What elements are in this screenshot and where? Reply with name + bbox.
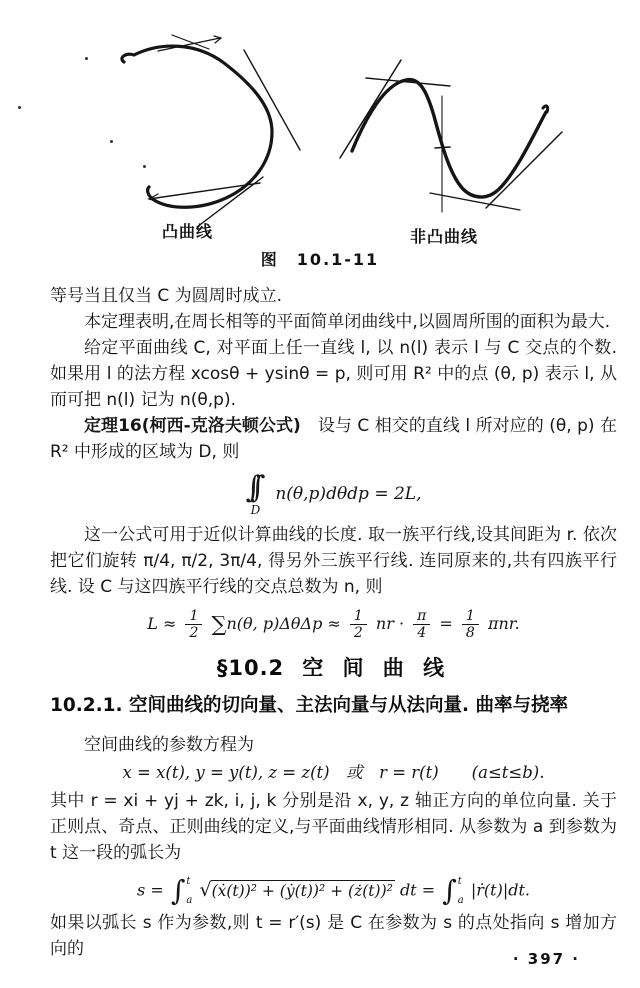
paragraph-theorem-16 <box>50 413 617 465</box>
scan-speck <box>18 106 21 109</box>
subsection-heading-10-2-1 <box>50 691 617 720</box>
integral-symbol-1: ∫ t a <box>170 874 193 907</box>
figure-label-non-convex: 非凸曲线 <box>410 227 479 246</box>
arc-length-formula <box>50 876 617 906</box>
summation-symbol: ∑ <box>211 612 227 636</box>
paragraph-approximation-method: 这一公式可用于近似计算曲线的长度. 取一族平行线,设其间距为 r. 依次把它们旋转 π/4, π/2, 3π/4, 得另外三族平行线. 连同原来的,共有四族平行线. 设 C 与这四族平行线的交点总数为 n, 则 <box>50 525 617 597</box>
curves-drawing <box>0 0 640 278</box>
figure-caption: 图 10.1-11 <box>260 250 380 269</box>
figure-label-convex: 凸曲线 <box>162 222 214 241</box>
integral-upper-limit: t <box>186 876 191 887</box>
theorem-number: 定理16 <box>84 416 142 436</box>
section-number: §10.2 <box>216 656 285 680</box>
length-approximation-formula <box>50 608 617 641</box>
fraction-one-half-2: $\frac{1}{2}$ <box>350 608 367 641</box>
radicand: (ẋ(t))² + (ẏ(t))² + (ż(t))² <box>211 881 393 900</box>
double-integral-symbol: ∫∫ D <box>245 473 265 516</box>
scan-speck <box>143 165 146 168</box>
paragraph-arc-parameter: 如果以弧长 s 作为参数,则 t = r′(s) 是 C 在参数为 s 的点处指向 s 增加方向的 <box>50 913 617 959</box>
section-title: 空 间 曲 线 <box>302 656 451 680</box>
fraction-one-half: $\frac{1}{2}$ <box>185 608 202 641</box>
paragraph-parametric-intro: 空间曲线的参数方程为 <box>84 735 254 755</box>
paragraph-unit-vectors: 其中 r = xi + yj + zk, i, j, k 分别是沿 x, y, z 轴正方向的单位向量. 关于正则点、奇点、正则曲线的定义,与平面曲线情形相同. 从参数为 a 到参数为 t 这一段的弧长为 <box>50 791 617 863</box>
length-tail: πnr. <box>487 614 520 633</box>
integral-symbol-2: ∫ t a <box>442 874 464 907</box>
arc-mid: dt = <box>399 880 436 900</box>
sum-arguments: n(θ, p)ΔθΔp ≈ <box>226 614 341 633</box>
scan-speck <box>110 140 113 143</box>
scan-speck <box>85 57 88 60</box>
paragraph-equality-condition: 等号当且仅当 C 为圆周时成立. <box>50 286 283 306</box>
subsection-number: 10.2.1. <box>50 695 123 716</box>
integral-domain: D <box>250 503 261 517</box>
section-heading-10-2 <box>50 655 617 681</box>
page-number: · 397 · <box>512 950 580 968</box>
parametric-equations-formula: x = x(t), y = y(t), z = z(t) 或 r = r(t) (a≤t≤b). <box>122 763 545 782</box>
theorem-statement: 设与 C 相交的直线 l 所对应的 (θ, p) 在 R² 中形成的区域为 D, 则 <box>50 416 617 462</box>
paragraph-line-intersections: 给定平面曲线 C, 对平面上任一直线 l, 以 n(l) 表示 l 与 C 交点的个数. 如果用 l 的法方程 xcosθ + ysinθ = p, 则可用 R² 中的点 (θ, p) 表示 l, 从而可把 n(l) 记为 n(θ,p). <box>50 338 617 410</box>
length-lhs: L ≈ <box>147 614 177 633</box>
arc-rhs: |ṙ(t)|dt. <box>470 880 530 900</box>
equals-sign: = <box>439 614 453 633</box>
cauchy-crofton-formula <box>50 470 617 517</box>
paragraph-theorem-meaning: 本定理表明,在周长相等的平面简单闭曲线中,以圆周所围的面积为最大. <box>84 312 611 332</box>
convex-curve-drawing <box>122 35 300 227</box>
fraction-one-eighth: $\frac{1}{8}$ <box>462 608 479 641</box>
page-body <box>50 283 617 962</box>
subsection-title: 空间曲线的切向量、主法向量与从法向量. 曲率与挠率 <box>129 695 569 716</box>
fraction-pi-fourth: $\frac{\pi}{4}$ <box>413 608 430 641</box>
integral-lower-limit: a <box>186 895 193 906</box>
radical-sign: √ <box>199 878 212 901</box>
length-mid: nr · <box>375 614 405 633</box>
non-convex-curve-drawing <box>340 60 562 212</box>
figure-10-1-11 <box>0 0 640 278</box>
arc-lhs: s = <box>137 880 164 900</box>
theorem-name: (柯西-克洛夫顿公式) <box>141 416 301 436</box>
crofton-integrand: n(θ,p)dθdp = 2L, <box>275 484 422 504</box>
